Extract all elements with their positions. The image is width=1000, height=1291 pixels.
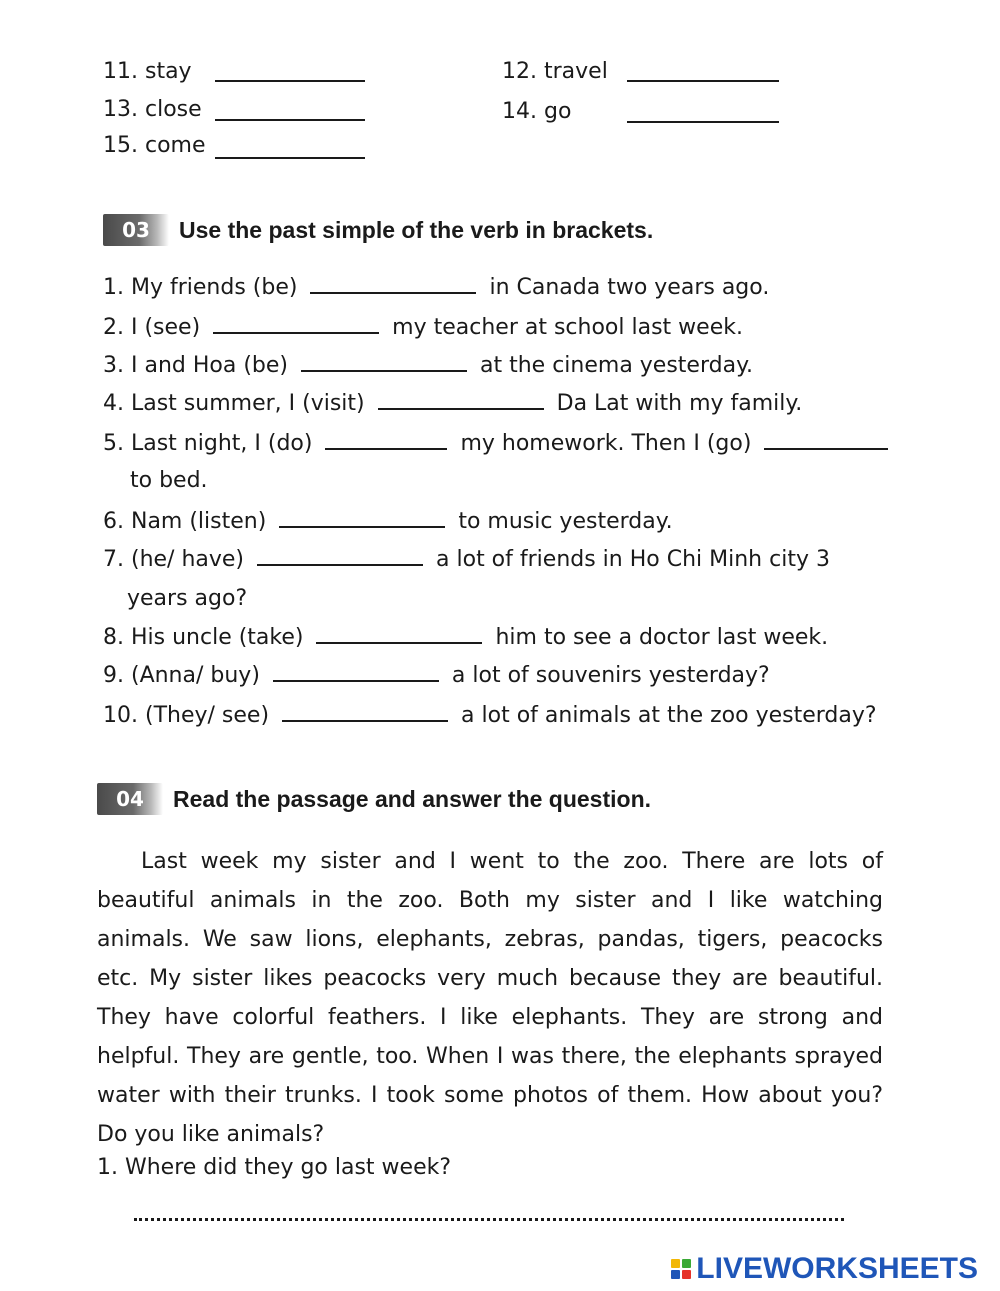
answer-blank[interactable] [378, 390, 544, 410]
item-prompt: 10. (They/ see) [103, 703, 270, 728]
verb-blank-12[interactable] [627, 80, 779, 82]
verb-blank-14[interactable] [627, 121, 779, 123]
section-badge: 04 [97, 783, 163, 815]
item-rest: my teacher at school last week. [392, 315, 743, 340]
logo-squares-icon [671, 1259, 691, 1279]
exercise-item-5-cont: to bed. [130, 468, 208, 493]
verb-blank-15[interactable] [215, 157, 365, 159]
exercise-item-7-cont: years ago? [127, 586, 248, 611]
verb-blank-13[interactable] [215, 119, 365, 121]
exercise-item-6 [103, 508, 673, 536]
logo-square [671, 1259, 680, 1268]
answer-blank[interactable] [273, 662, 439, 682]
item-prompt: 7. (he/ have) [103, 547, 245, 572]
item-prompt: 5. Last night, I (do) [103, 431, 313, 456]
item-prompt: 3. I and Hoa (be) [103, 353, 288, 378]
exercise-item-8 [103, 624, 828, 652]
answer-blank[interactable] [301, 352, 467, 372]
item-prompt: 4. Last summer, I (visit) [103, 391, 365, 416]
item-rest: a lot of souvenirs yesterday? [451, 663, 770, 688]
verb-label-14: 14. go [502, 99, 572, 124]
exercise-item-2 [103, 314, 743, 342]
exercise-item-3 [103, 352, 753, 380]
item-rest: my homework. Then I (go) [460, 431, 752, 456]
answer-blank[interactable] [316, 624, 482, 644]
section-04-header [97, 783, 651, 815]
logo-text: LIVEWORKSHEETS [696, 1252, 978, 1285]
answer-blank[interactable] [325, 430, 447, 450]
item-prompt: 9. (Anna/ buy) [103, 663, 260, 688]
exercise-item-9 [103, 662, 770, 690]
answer-blank[interactable] [279, 508, 445, 528]
answer-blank-2[interactable] [764, 430, 888, 450]
item-rest: him to see a doctor last week. [495, 625, 829, 650]
answer-dotted-line[interactable] [134, 1218, 844, 1221]
exercise-item-10 [103, 702, 877, 730]
item-rest: at the cinema yesterday. [480, 353, 753, 378]
verb-label-11: 11. stay [103, 59, 192, 84]
verb-label-12: 12. travel [502, 59, 608, 84]
item-prompt: 6. Nam (listen) [103, 509, 267, 534]
item-rest: in Canada two years ago. [489, 275, 770, 300]
logo-square [682, 1259, 691, 1268]
reading-passage: Last week my sister and I went to the zoo. There are lots of beautiful animals in the zoo. Both my sister and I like watching animals. We saw lions, elephants, zebras, pandas, tigers, peacocks etc. My sister likes peacocks very much because they are beautiful. They have colorful feathers. I like elephants. They are strong and helpful. They are gentle, too. When I was there, the elephants sprayed water with their trunks. I took some photos of them. How about you? Do you like animals? [97, 849, 883, 1147]
exercise-item-4 [103, 390, 802, 418]
logo-square [671, 1270, 680, 1279]
section-03-header [103, 214, 653, 246]
answer-blank[interactable] [310, 274, 476, 294]
item-prompt: 2. I (see) [103, 315, 201, 340]
verb-label-13: 13. close [103, 97, 202, 122]
item-rest: a lot of friends in Ho Chi Minh city 3 [436, 547, 830, 572]
answer-blank[interactable] [213, 314, 379, 334]
item-prompt: 8. His uncle (take) [103, 625, 304, 650]
question-1: 1. Where did they go last week? [97, 1155, 452, 1180]
section-badge: 03 [103, 214, 169, 246]
verb-label-15: 15. come [103, 133, 206, 158]
section-heading: Use the past simple of the verb in brackets. [179, 216, 654, 243]
exercise-item-5 [103, 430, 888, 458]
exercise-item-1 [103, 274, 769, 302]
verb-blank-11[interactable] [215, 80, 365, 82]
item-prompt: 1. My friends (be) [103, 275, 298, 300]
item-rest: to music yesterday. [458, 509, 673, 534]
section-heading: Read the passage and answer the question. [173, 785, 652, 812]
answer-blank[interactable] [282, 702, 448, 722]
item-rest: a lot of animals at the zoo yesterday? [461, 703, 877, 728]
answer-blank[interactable] [257, 546, 423, 566]
liveworksheets-logo [671, 1252, 978, 1286]
item-rest: Da Lat with my family. [556, 391, 803, 416]
exercise-item-7 [103, 546, 830, 574]
logo-square [682, 1270, 691, 1279]
